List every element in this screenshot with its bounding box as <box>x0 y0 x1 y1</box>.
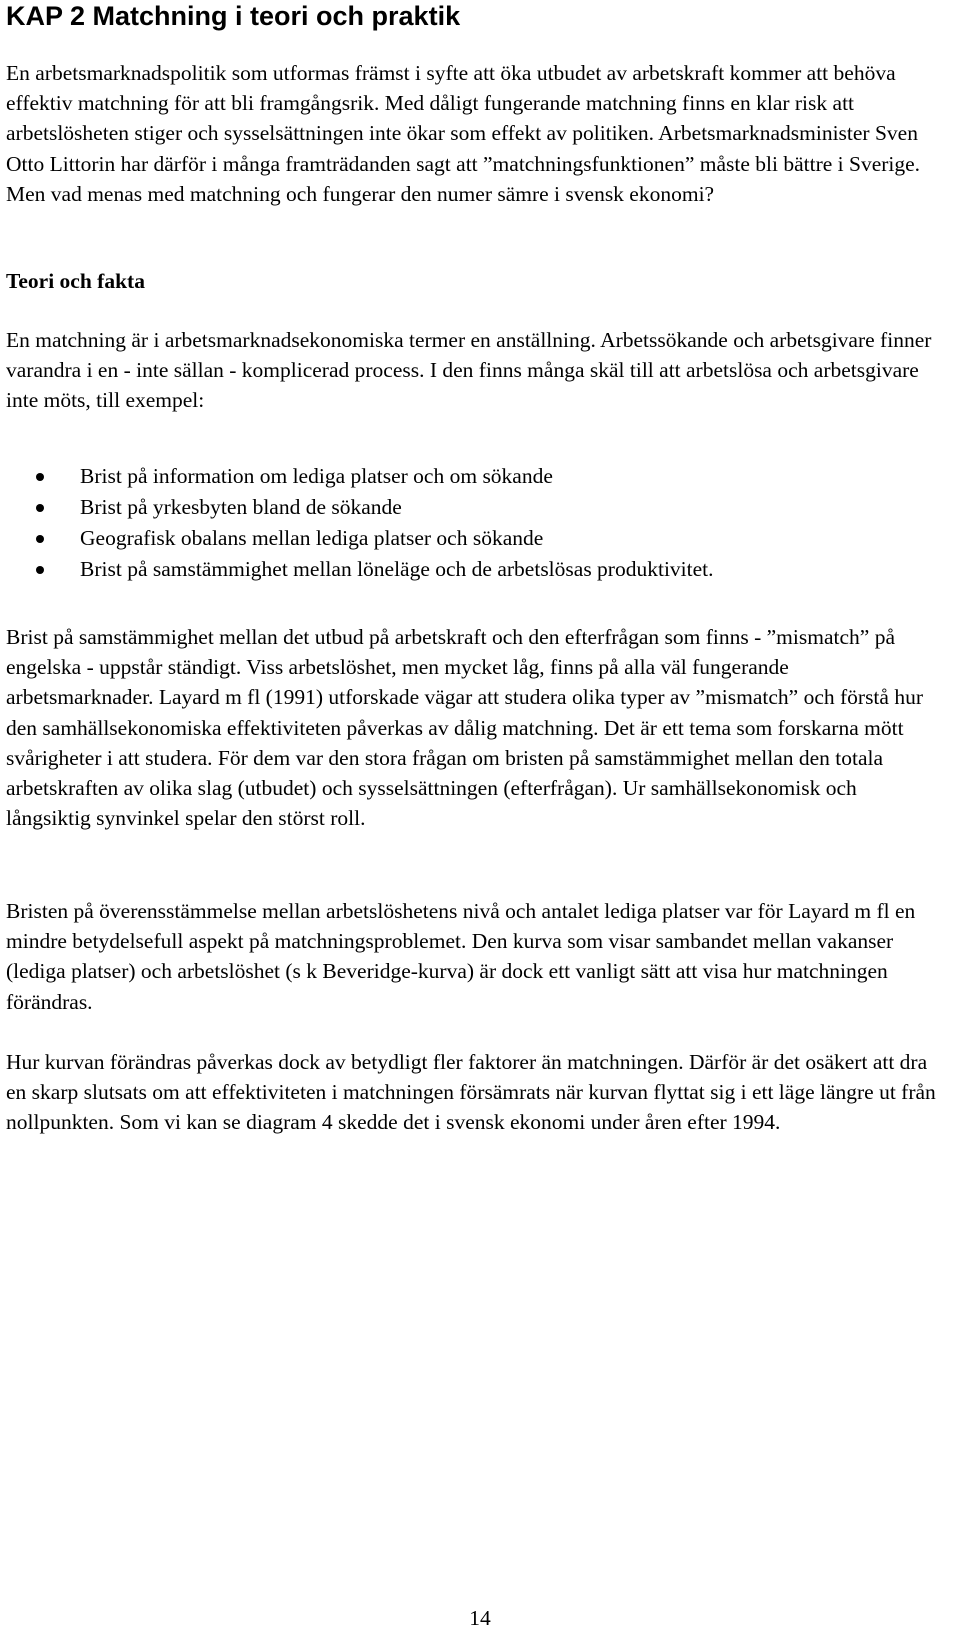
list-item-text: Brist på samstämmighet mellan löneläge och de arbetslösas produktivitet. <box>80 557 714 581</box>
intro-paragraph: En arbetsmarknadspolitik som utformas främst i syfte att öka utbudet av arbetskraft kommer att behöva effektiv matchning för att bli framgångsrik. Med dåligt fungerande matchning finns en klar risk att arbetslösheten stiger och sysselsättningen inte ökar som effekt av politiken. Arbetsmarknadsminister Sven Otto Littorin har därför i många framträdanden sagt att ”matchningsfunktionen” måste bli bättre i Sverige. Men vad menas med matchning och fungerar den numer sämre i svensk ekonomi? <box>6 61 921 206</box>
bullet-icon <box>36 473 44 481</box>
list-item <box>6 461 936 492</box>
chapter-title: KAP 2 Matchning i teori och praktik <box>6 1 461 31</box>
list-item <box>6 523 936 554</box>
list-item-text: Brist på information om lediga platser och om sökande <box>80 464 553 488</box>
section-paragraph-3: Bristen på överensstämmelse mellan arbetslöshetens nivå och antalet lediga platser var för Layard m fl en mindre betydelsefull aspekt på matchningsproblemet. Den kurva som visar sambandet mellan vakanser (lediga platser) och arbetslöshet (s k Beveridge-kurva) är dock ett vanligt sätt att visa hur matchningen förändras. <box>6 899 916 1014</box>
bullet-icon <box>36 504 44 512</box>
bullet-list <box>6 461 936 585</box>
bullet-icon <box>36 535 44 543</box>
list-item <box>6 554 936 585</box>
section-heading: Teori och fakta <box>6 269 145 293</box>
section-paragraph-2: Brist på samstämmighet mellan det utbud på arbetskraft och den efterfrågan som finns - ”mismatch” på engelska - uppstår ständigt. Viss arbetslöshet, men mycket låg, finns på alla väl fungerande arbetsmarknader. Layard m fl (1991) utforskade vägar att studera olika typer av ”mismatch” och förstå hur den samhällsekonomiska effektiviteten påverkas av dålig matchning. Det är ett tema som forskarna mött svårigheter i att studera. För dem var den stora frågan om bristen på samstämmighet mellan den totala arbetskraften av olika slag (utbudet) och sysselsättningen (efterfrågan). Ur samhällsekonomisk och långsiktig synvinkel spelar den störst roll. <box>6 625 923 831</box>
list-item-text: Geografisk obalans mellan lediga platser och sökande <box>80 526 544 550</box>
bullet-icon <box>36 566 44 574</box>
list-item-text: Brist på yrkesbyten bland de sökande <box>80 495 402 519</box>
section-paragraph-4: Hur kurvan förändras påverkas dock av betydligt fler faktorer än matchningen. Därför är det osäkert att dra en skarp slutsats om att effektiviteten i matchningen försämrats när kurvan flyttat sig i ett läge längre ut från nollpunkten. Som vi kan se diagram 4 skedde det i svensk ekonomi under åren efter 1994. <box>6 1050 936 1135</box>
section-paragraph-1: En matchning är i arbetsmarknadsekonomiska termer en anställning. Arbetssökande och arbetsgivare finner varandra i en - inte sällan - komplicerad process. I den finns många skäl till att arbetslösa och arbetsgivare inte möts, till exempel: <box>6 328 932 413</box>
list-item <box>6 492 936 523</box>
page-number: 14 <box>469 1606 491 1630</box>
